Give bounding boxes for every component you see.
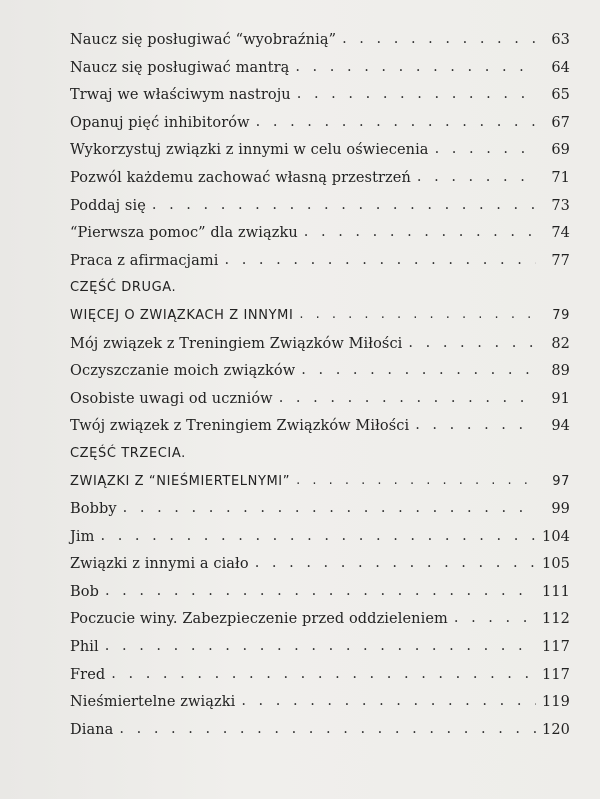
toc-entry-row: [70, 336, 570, 364]
toc-page-number: 117: [542, 666, 570, 683]
toc-section-row: [70, 308, 570, 336]
toc-entry-row: [70, 225, 570, 253]
toc-entry-title: Phil: [70, 639, 99, 656]
dot-leader: [119, 721, 536, 737]
toc-entry-title: Praca z afirmacjami: [70, 252, 219, 269]
dot-leader: [256, 114, 536, 130]
toc-entry-row: [70, 667, 570, 695]
dot-leader: [299, 307, 536, 322]
dot-leader: [105, 583, 536, 599]
toc-entry-title: ZWIĄZKI Z “NIEŚMIERTELNYMI”: [70, 473, 291, 489]
dot-leader: [296, 473, 536, 488]
toc-entry-title: Naucz się posługiwać “wyobraźnią”: [70, 32, 337, 48]
dot-leader: [417, 169, 536, 185]
toc-entry-title: Trwaj we właściwym nastroju: [70, 87, 291, 104]
part-heading-text: CZĘŚĆ DRUGA.: [70, 280, 177, 296]
toc-entry-title: Poczucie winy. Zabezpieczenie przed oddzieleniem: [70, 611, 448, 628]
toc-entry-row: [70, 198, 570, 226]
toc-entry-title: Twój związek z Treningiem Związków Miłości: [70, 418, 410, 435]
toc-page-number: 111: [542, 583, 570, 600]
toc-entry-title: Naucz się posługiwać mantrą: [70, 59, 290, 76]
toc-entry-title: Fred: [70, 666, 106, 683]
toc-part-heading: [70, 280, 570, 308]
toc-entry-title: WIĘCEJ O ZWIĄZKACH Z INNYMI: [70, 307, 294, 323]
toc-entry-row: [70, 170, 570, 198]
dot-leader: [408, 335, 536, 351]
toc-entry-title: Bob: [70, 583, 99, 600]
toc-entry-row: [70, 694, 570, 722]
toc-entry-row: [70, 501, 570, 529]
dot-leader: [435, 141, 536, 157]
toc-page-number: 79: [552, 307, 570, 323]
dot-leader: [224, 252, 536, 268]
toc-page-number: 82: [551, 335, 570, 352]
table-of-contents: [70, 32, 570, 749]
toc-entry-row: [70, 32, 570, 60]
part-heading-text: CZĘŚĆ TRZECIA.: [70, 445, 186, 461]
toc-page-number: 99: [551, 501, 570, 518]
toc-entry-row: [70, 611, 570, 639]
toc-entry-row: [70, 722, 570, 750]
dot-leader: [415, 417, 536, 433]
toc-entry-title: Bobby: [70, 501, 117, 518]
toc-entry-row: [70, 60, 570, 88]
dot-leader: [279, 390, 536, 406]
toc-entry-row: [70, 391, 570, 419]
toc-entry-row: [70, 529, 570, 557]
toc-entry-row: [70, 556, 570, 584]
dot-leader: [241, 693, 536, 709]
dot-leader: [295, 59, 536, 75]
toc-part-heading: [70, 446, 570, 474]
dot-leader: [255, 555, 536, 571]
toc-entry-title: Mój związek z Treningiem Związków Miłości: [70, 335, 403, 352]
toc-page-number: 105: [542, 556, 570, 573]
toc-entry-title: Opanuj pięć inhibitorów: [70, 114, 250, 131]
toc-entry-title: Wykorzystuj związki z innymi w celu oświecenia: [70, 142, 429, 159]
toc-entry-row: [70, 142, 570, 170]
toc-page-number: 97: [552, 473, 570, 489]
toc-entry-title: Nieśmiertelne związki: [70, 694, 236, 711]
dot-leader: [304, 224, 536, 240]
dot-leader: [101, 528, 537, 544]
toc-page-number: 71: [551, 169, 570, 186]
toc-page-number: 104: [542, 528, 570, 545]
toc-entry-row: [70, 584, 570, 612]
toc-page-number: 117: [542, 639, 570, 656]
toc-page-number: 64: [551, 59, 570, 76]
dot-leader: [105, 638, 536, 654]
toc-entry-row: [70, 87, 570, 115]
dot-leader: [454, 610, 536, 626]
toc-page-number: 63: [551, 32, 570, 48]
toc-page-number: 112: [542, 611, 570, 628]
toc-entry-title: Jim: [70, 528, 95, 545]
toc-page-number: 91: [551, 390, 570, 407]
toc-entry-row: [70, 639, 570, 667]
toc-entry-title: Diana: [70, 721, 114, 738]
dot-leader: [342, 31, 536, 47]
toc-entry-row: [70, 115, 570, 143]
toc-section-row: [70, 474, 570, 502]
toc-page-number: 119: [542, 694, 570, 711]
dot-leader: [123, 500, 536, 516]
toc-page-number: 74: [551, 225, 570, 242]
toc-entry-title: “Pierwsza pomoc” dla związku: [70, 225, 298, 242]
toc-entry-row: [70, 253, 570, 281]
toc-page-number: 89: [551, 363, 570, 380]
toc-page-number: 67: [551, 114, 570, 131]
toc-entry-title: Osobiste uwagi od uczniów: [70, 390, 273, 407]
toc-page-number: 69: [551, 142, 570, 159]
dot-leader: [111, 666, 536, 682]
dot-leader: [152, 197, 536, 213]
toc-page-number: 120: [542, 721, 570, 738]
toc-entry-title: Poddaj się: [70, 197, 146, 214]
dot-leader: [301, 362, 536, 378]
toc-entry-title: Oczyszczanie moich związków: [70, 363, 296, 380]
toc-page-number: 65: [551, 87, 570, 104]
toc-page-number: 77: [551, 252, 570, 269]
toc-entry-row: [70, 363, 570, 391]
toc-page-number: 73: [551, 197, 570, 214]
toc-entry-title: Pozwól każdemu zachować własną przestrzeń: [70, 169, 411, 186]
toc-entry-title: Związki z innymi a ciało: [70, 556, 249, 573]
toc-page-number: 94: [551, 418, 570, 435]
dot-leader: [297, 86, 536, 102]
toc-entry-row: [70, 418, 570, 446]
